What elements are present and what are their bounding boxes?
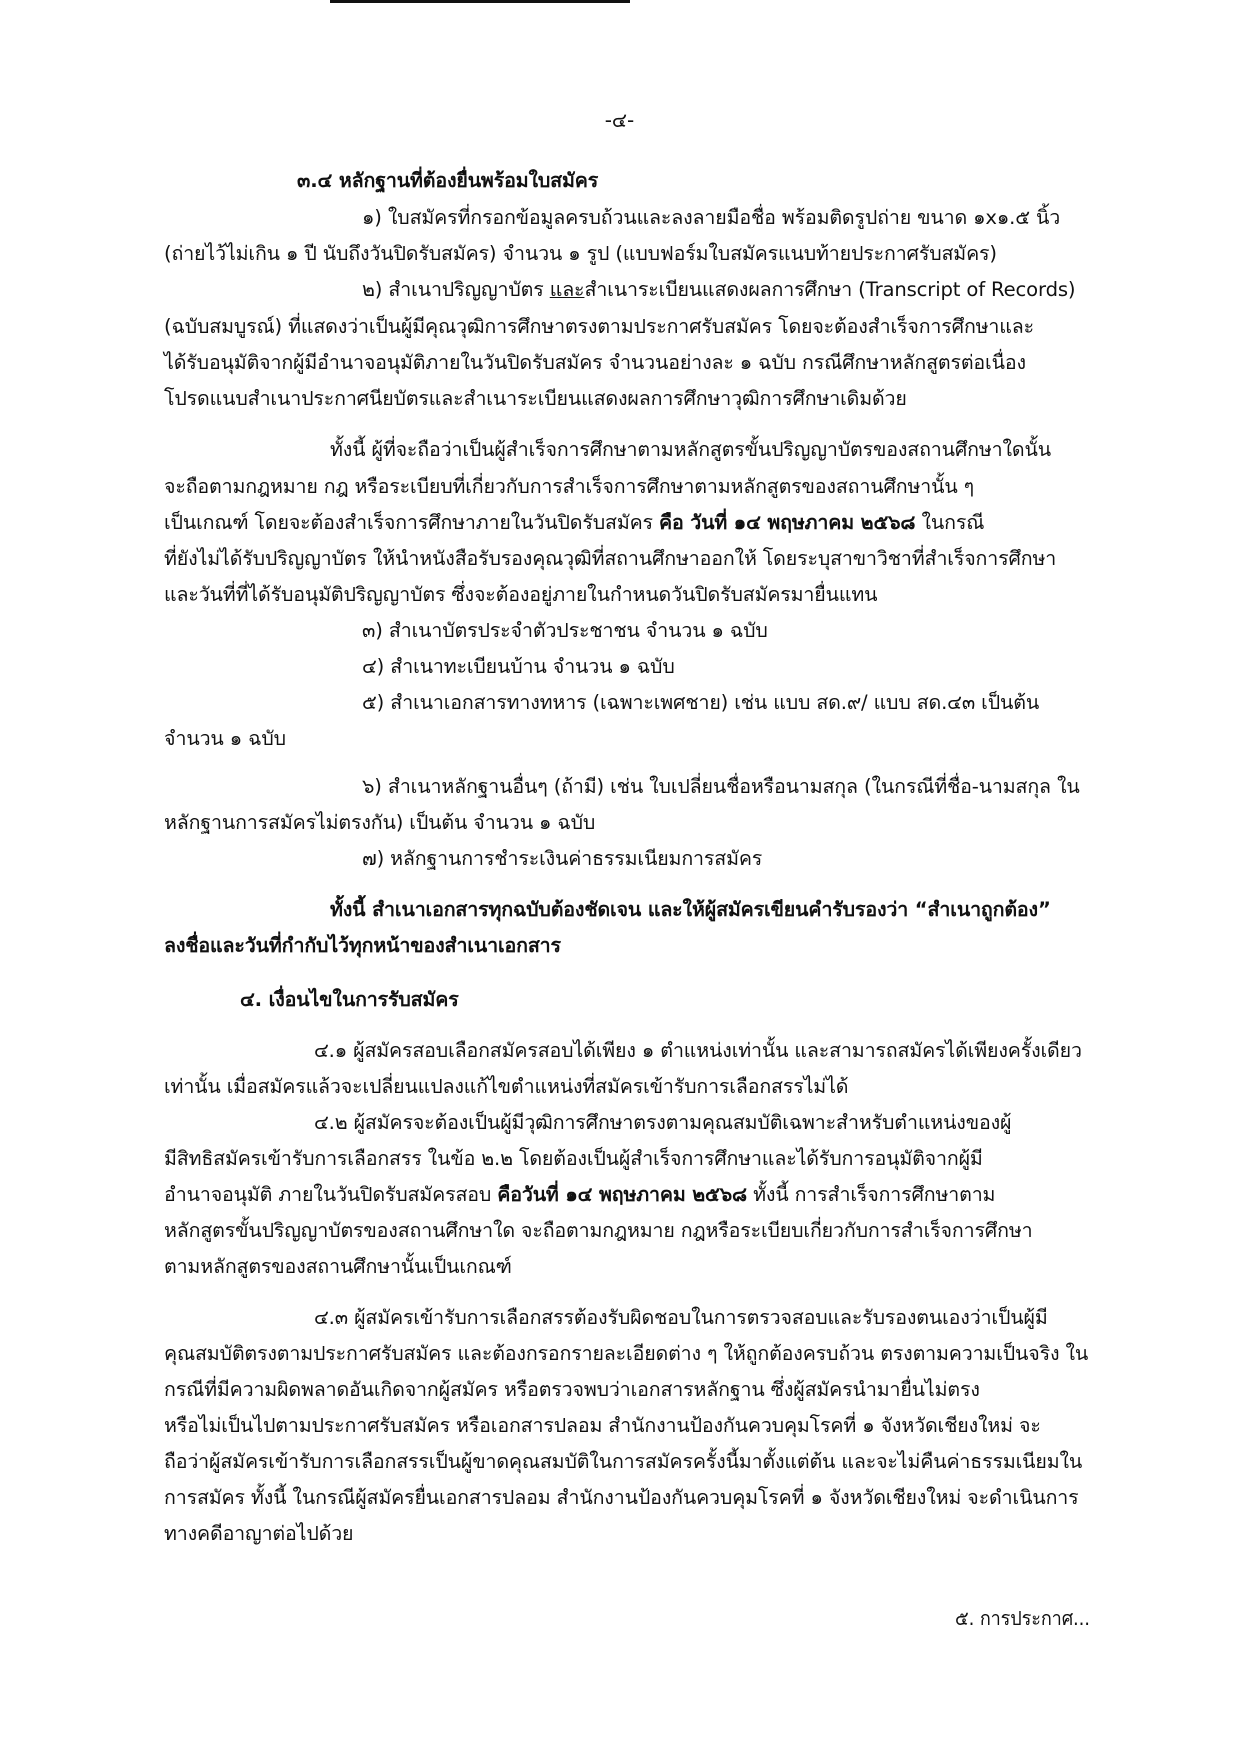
text-line: ได้รับอนุมัติจากผู้มีอำนาจอนุมัติภายในวันปิดรับสมัคร จำนวนอย่างละ ๑ ฉบับ กรณีศึกษาหลักสูตรต่อเนื่อง xyxy=(164,351,1026,374)
text-line: ทั้งนี้ สำเนาเอกสารทุกฉบับต้องชัดเจน และให้ผู้สมัครเขียนคำรับรองว่า “สำเนาถูกต้อง” xyxy=(330,898,1051,921)
text-run: อำนาจอนุมัติ ภายในวันปิดรับสมัครสอบ xyxy=(164,1183,498,1206)
text-line: (ถ่ายไว้ไม่เกิน ๑ ปี นับถึงวันปิดรับสมัคร) จำนวน ๑ รูป (แบบฟอร์มใบสมัครแนบท้ายประกาศรับสมัคร) xyxy=(164,242,997,265)
text-line: ๓) สำเนาบัตรประจำตัวประชาชน จำนวน ๑ ฉบับ xyxy=(362,619,768,642)
text-line: ทั้งนี้ ผู้ที่จะถือว่าเป็นผู้สำเร็จการศึกษาตามหลักสูตรขั้นปริญญาบัตรของสถานศึกษาใดนั้น xyxy=(330,438,1051,461)
text-line: จำนวน ๑ ฉบับ xyxy=(164,727,286,750)
text-run: คือวันที่ ๑๔ พฤษภาคม ๒๕๖๘ xyxy=(497,1183,747,1206)
text-run: ในกรณี xyxy=(915,511,985,534)
text-run: เป็นเกณฑ์ โดยจะต้องสำเร็จการศึกษาภายในวันปิดรับสมัคร xyxy=(164,511,659,534)
text-run: และ xyxy=(549,278,585,301)
text-line: มีสิทธิสมัครเข้ารับการเลือกสรร ในข้อ ๒.๒ โดยต้องเป็นผู้สำเร็จการศึกษาและได้รับการอนุมัติจากผู้มี xyxy=(164,1147,983,1170)
text-line: หรือไม่เป็นไปตามประกาศรับสมัคร หรือเอกสารปลอม สำนักงานป้องกันควบคุมโรคที่ ๑ จังหวัดเชียงใหม่ จะ xyxy=(164,1414,1041,1437)
text-line xyxy=(164,1181,995,1209)
text-line: ทางคดีอาญาต่อไปด้วย xyxy=(164,1522,354,1545)
text-line: จะถือตามกฎหมาย กฎ หรือระเบียบที่เกี่ยวกับการสำเร็จการศึกษาตามหลักสูตรของสถานศึกษานั้น ๆ xyxy=(164,475,975,498)
text-run: ทั้งนี้ การสำเร็จการศึกษาตาม xyxy=(746,1183,996,1206)
text-line: โปรดแนบสำเนาประกาศนียบัตรและสำเนาระเบียนแสดงผลการศึกษาวุฒิการศึกษาเดิมด้วย xyxy=(164,387,907,410)
text-line: ๑) ใบสมัครที่กรอกข้อมูลครบถ้วนและลงลายมือชื่อ พร้อมติดรูปถ่าย ขนาด ๑x๑.๕ นิ้ว xyxy=(362,206,1061,229)
text-line xyxy=(362,276,1075,304)
text-line: (ฉบับสมบูรณ์) ที่แสดงว่าเป็นผู้มีคุณวุฒิการศึกษาตรงตามประกาศรับสมัคร โดยจะต้องสำเร็จการศึกษาและ xyxy=(164,315,1034,338)
text-line: ๔) สำเนาทะเบียนบ้าน จำนวน ๑ ฉบับ xyxy=(362,655,675,678)
text-line: ๕. การประกาศ... xyxy=(955,1607,1090,1630)
text-line: คุณสมบัติตรงตามประกาศรับสมัคร และต้องกรอกรายละเอียดต่าง ๆ ให้ถูกต้องครบถ้วน ตรงตามความเป็นจริง ใน xyxy=(164,1342,1089,1365)
text-line: ๖) สำเนาหลักฐานอื่นๆ (ถ้ามี) เช่น ใบเปลี่ยนชื่อหรือนามสกุล (ในกรณีที่ชื่อ-นามสกุล ใน xyxy=(362,775,1080,798)
text-line: ๔.๓ ผู้สมัครเข้ารับการเลือกสรรต้องรับผิดชอบในการตรวจสอบและรับรองตนเองว่าเป็นผู้มี xyxy=(314,1306,1048,1329)
text-line: และวันที่ที่ได้รับอนุมัติปริญญาบัตร ซึ่งจะต้องอยู่ภายในกำหนดวันปิดรับสมัครมายื่นแทน xyxy=(164,583,878,606)
text-run: คือ วันที่ ๑๔ พฤษภาคม ๒๕๖๘ xyxy=(659,511,916,534)
text-run: สำเนาระเบียนแสดงผลการศึกษา (Transcript of Records) xyxy=(584,278,1076,301)
text-line: ๗) หลักฐานการชำระเงินค่าธรรมเนียมการสมัคร xyxy=(362,847,763,870)
text-line: ที่ยังไม่ได้รับปริญญาบัตร ให้นำหนังสือรับรองคุณวุฒิที่สถานศึกษาออกให้ โดยระบุสาขาวิชาที่สำเร็จการศึกษา xyxy=(164,547,1057,570)
text-line: ๔. เงื่อนไขในการรับสมัคร xyxy=(240,988,459,1011)
text-line xyxy=(164,509,984,537)
text-run: ๒) สำเนาปริญญาบัตร xyxy=(362,278,550,301)
text-line: ถือว่าผู้สมัครเข้ารับการเลือกสรรเป็นผู้ขาดคุณสมบัติในการสมัครครั้งนี้มาตั้งแต่ต้น และจะไม่คืนค่าธรรมเนียมใน xyxy=(164,1450,1083,1473)
text-line: ๓.๔ หลักฐานที่ต้องยื่นพร้อมใบสมัคร xyxy=(297,169,599,192)
text-line: หลักสูตรขั้นปริญญาบัตรของสถานศึกษาใด จะถือตามกฎหมาย กฎหรือระเบียบเกี่ยวกับการสำเร็จการศึกษา xyxy=(164,1219,1033,1242)
text-line: ๕) สำเนาเอกสารทางทหาร (เฉพาะเพศชาย) เช่น แบบ สด.๙/ แบบ สด.๔๓ เป็นต้น xyxy=(362,691,1040,714)
page-number: -๔- xyxy=(604,108,635,132)
top-edge-mark xyxy=(330,0,630,3)
text-line: ตามหลักสูตรของสถานศึกษานั้นเป็นเกณฑ์ xyxy=(164,1255,512,1278)
text-line: ลงชื่อและวันที่กำกับไว้ทุกหน้าของสำเนาเอกสาร xyxy=(164,934,561,957)
text-line: ๔.๑ ผู้สมัครสอบเลือกสมัครสอบได้เพียง ๑ ตำแหน่งเท่านั้น และสามารถสมัครได้เพียงครั้งเดียว xyxy=(314,1039,1082,1062)
text-line: เท่านั้น เมื่อสมัครแล้วจะเปลี่ยนแปลงแก้ไขตำแหน่งที่สมัครเข้ารับการเลือกสรรไม่ได้ xyxy=(164,1075,849,1098)
text-line: หลักฐานการสมัครไม่ตรงกัน) เป็นต้น จำนวน ๑ ฉบับ xyxy=(164,811,596,834)
text-line: ๔.๒ ผู้สมัครจะต้องเป็นผู้มีวุฒิการศึกษาตรงตามคุณสมบัติเฉพาะสำหรับตำแหน่งของผู้ xyxy=(314,1111,1012,1134)
text-line: กรณีที่มีความผิดพลาดอันเกิดจากผู้สมัคร หรือตรวจพบว่าเอกสารหลักฐาน ซึ่งผู้สมัครนำมายื่นไม่ตรง xyxy=(164,1378,980,1401)
text-line: การสมัคร ทั้งนี้ ในกรณีผู้สมัครยื่นเอกสารปลอม สำนักงานป้องกันควบคุมโรคที่ ๑ จังหวัดเชียงใหม่ จะดำเนินการ xyxy=(164,1486,1079,1509)
